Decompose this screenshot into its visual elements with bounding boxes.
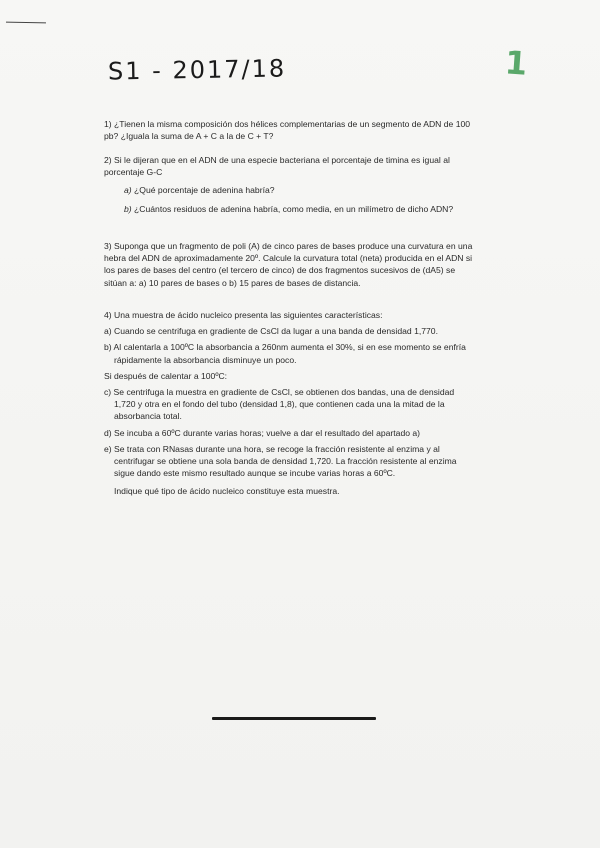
question-4-final: Indique qué tipo de ácido nucleico constituye esta muestra. bbox=[114, 486, 340, 497]
corner-pen-mark bbox=[6, 20, 46, 24]
question-2-subitems bbox=[104, 184, 476, 214]
question-3: 3) Suponga que un fragmento de poli (A) de cinco pares de bases produce una curvatura en una hebra del ADN de aproximadamente 20º. Calcule la curvatura total (neta) producida en el ADN si los pares de bases del centro (el tercero de cinco) de dos fragmentos sucesivos de (dA5) se sitúan a: a) 10 pares de bases o b) 15 pares de bases de distancia. bbox=[104, 241, 473, 288]
bottom-divider bbox=[212, 717, 376, 720]
question-4b: b) Al calentarla a 100ºC la absorbancia a 260nm aumenta el 30%, si en ese momento se enfría rápidamente la absorbancia disminuye un poco. bbox=[104, 342, 466, 365]
question-4-after-heat: Si después de calentar a 100ºC: bbox=[104, 370, 228, 381]
question-4 bbox=[104, 309, 476, 502]
question-2a-text: ¿Qué porcentaje de adenina habría? bbox=[131, 185, 275, 196]
question-2 bbox=[104, 154, 476, 221]
question-4c: c) Se centrifuga la muestra en gradiente de CsCl, se obtienen dos bandas, una de densidad 1,720 y otra en el fondo del tubo (densidad 1,8), que contienen cada una la mitad de la absorbancia total. bbox=[104, 387, 455, 422]
handwritten-title: S1 - 2017/18 bbox=[107, 54, 287, 86]
question-2a-letter: a) bbox=[124, 185, 132, 196]
question-2b bbox=[124, 203, 476, 215]
question-2a bbox=[124, 184, 476, 196]
question-1: 1) ¿Tienen la misma composición dos hélices complementarias de un segmento de ADN de 100 pb? ¿Iguala la suma de A + C a la de C + T? bbox=[104, 119, 471, 142]
question-4-stem: 4) Una muestra de ácido nucleico presenta las siguientes características: bbox=[104, 310, 383, 320]
question-4d: d) Se incuba a 60ºC durante varias horas; vuelve a dar el resultado del apartado a) bbox=[104, 427, 421, 438]
question-4e: e) Se trata con RNasas durante una hora, se recoge la fracción resistente al enzima y al centrifugar se obtiene una sola banda de densidad 1,720. La fracción resistente al enzima sigue dando este mismo resultado aunque se incube varias horas a 60ºC. bbox=[104, 443, 457, 479]
question-2b-letter: b) bbox=[124, 203, 132, 214]
question-4a: a) Cuando se centrifuga en gradiente de CsCl da lugar a una banda de densidad 1,770. bbox=[104, 326, 438, 337]
question-2b-text: ¿Cuántos residuos de adenina habría, como media, en un milímetro de dicho ADN? bbox=[131, 203, 454, 214]
question-2-stem: 2) Si le dijeran que en el ADN de una especie bacteriana el porcentaje de timina es igual al porcentaje G-C bbox=[104, 155, 450, 178]
handwritten-page-number: 1 bbox=[503, 43, 529, 83]
